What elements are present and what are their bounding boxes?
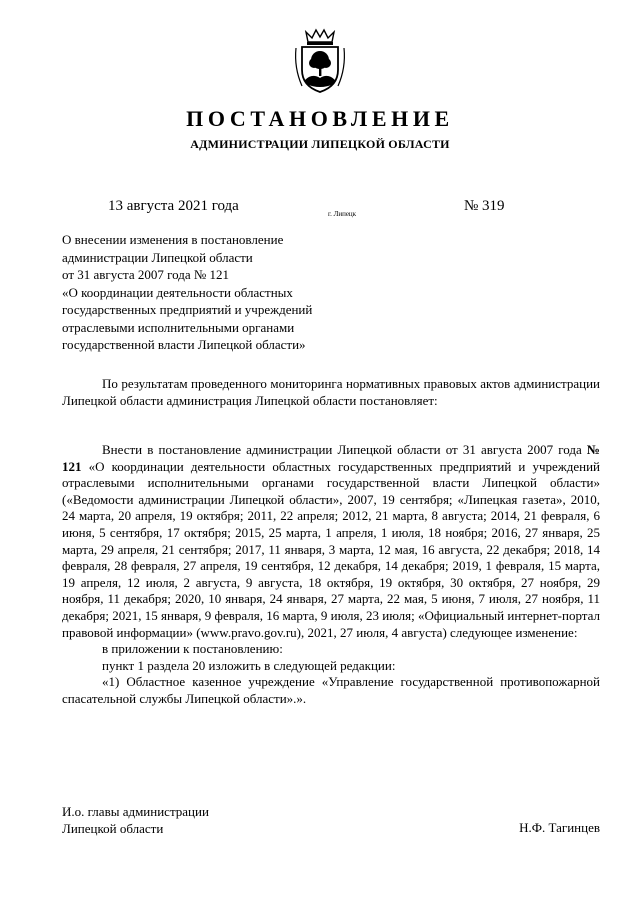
preamble-paragraph xyxy=(62,376,600,409)
amendment-item-2: пункт 1 раздела 20 изложить в следующей редакции: xyxy=(102,657,396,673)
document-city: г. Липецк xyxy=(328,210,357,218)
document-subject xyxy=(62,231,382,354)
amendment-item-1: в приложении к постановлению: xyxy=(102,641,283,657)
signatory-name: Н.Ф. Тагинцев xyxy=(519,820,600,835)
resolution-text-rest: «О координации деятельности областных государственных предприятий и учреждений отраслевыми исполнительными органами государственной власти Липецкой области» («Ведомости администрации Липецкой области», 2007, 19 сентября; «Липецкая газета», 2010, 24 марта, 20 апреля, 19 октября; 2011, 22 апреля; 2012, 21 марта, 8 августа; 2014, 21 февраля, 6 июня, 5 сентября, 17 октября; 2015, 25 марта, 1 апреля, 1 июля, 18 ноября; 2016, 27 января, 25 марта, 29 апреля, 21 сентября; 2017, 11 января, 3 марта, 12 мая, 16 августа, 22 декабря; 2018, 14 февраля, 28 февраля, 27 апреля, 19 сентября, 12 декабря, 14 декабря; 2019, 1 февраля, 15 марта, 19 апреля, 12 июля, 2 августа, 9 августа, 18 октября, 19 октября, 30 октября, 27 ноября, 29 ноября, 11 декабря; 2020, 10 января, 24 января, 27 марта, 22 мая, 5 июня, 7 июля, 27 ноября, 11 декабря; 2021, 15 января, 9 февраля, 16 марта, 9 июля, 23 июля; «Официальный интернет-портал правовой информации» (www.pravo.gov.ru), 2021, 27 июля, 4 августа) следующее изменение: xyxy=(62,458,600,640)
document-authority: АДМИНИСТРАЦИИ ЛИПЕЦКОЙ ОБЛАСТИ xyxy=(190,137,450,151)
subject-line: администрации Липецкой области xyxy=(62,249,253,265)
subject-line: О внесении изменения в постановление xyxy=(62,232,284,247)
document-date: 13 августа 2021 года xyxy=(108,198,239,214)
subject-line: государственных предприятий и учреждений xyxy=(62,302,313,317)
subject-line: от 31 августа 2007 года № 121 xyxy=(62,267,230,282)
resolution-block xyxy=(62,442,600,708)
subject-line: государственной власти Липецкой области» xyxy=(62,337,306,352)
subject-line: отраслевыми исполнительными органами xyxy=(62,319,295,335)
signatory-position-line: И.о. главы администрации xyxy=(62,804,209,819)
resolution-number: № 121 xyxy=(62,442,600,474)
resolution-text-start: Внести в постановление администрации Липецкой области от 31 августа 2007 года xyxy=(102,442,587,457)
signatory-position-line: Липецкой области xyxy=(62,821,164,836)
signatory-position xyxy=(62,803,209,837)
resolution-paragraph xyxy=(62,442,600,641)
preamble-text: По результатам проведенного мониторинга нормативных правовых актов администрации Липецкой области администрация Липецкой области постановляет: xyxy=(62,376,600,408)
document-title: ПОСТАНОВЛЕНИЕ xyxy=(186,106,454,131)
amendment-quote: «1) Областное казенное учреждение «Управление государственной противопожарной спасательной службы Липецкой области».». xyxy=(62,674,600,706)
coat-of-arms-icon xyxy=(292,28,348,94)
document-number: № 319 xyxy=(464,198,505,214)
subject-line: «О координации деятельности областных xyxy=(62,284,293,300)
